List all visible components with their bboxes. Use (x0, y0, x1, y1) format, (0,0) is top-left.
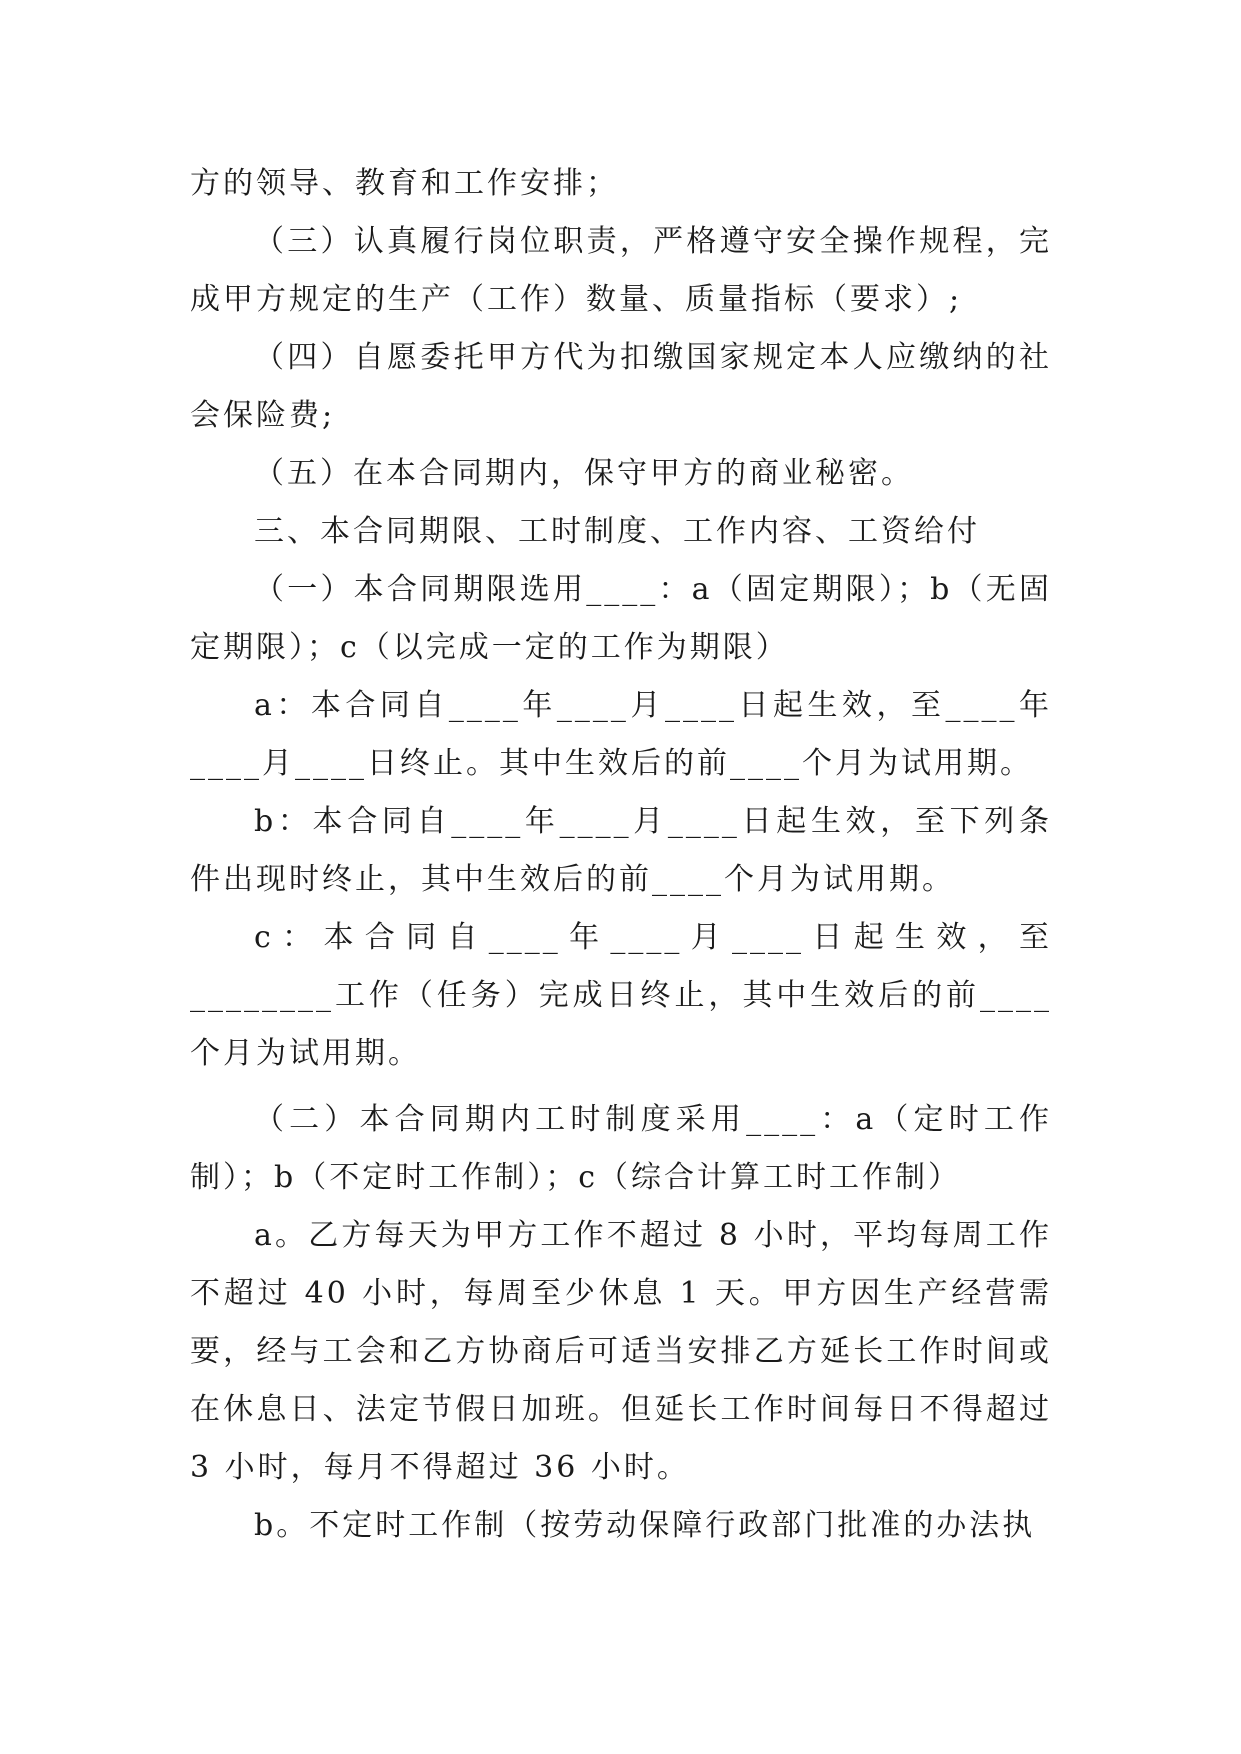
paragraph-term-a: a：本合同自____年____月____日起生效，至____年____月____日终止。其中生效后的前____个月为试用期。 (190, 688, 1052, 781)
paragraph-duty-2-continued: 方的领导、教育和工作安排； (190, 166, 619, 201)
paragraph-hours-selection: （二）本合同期内工时制度采用____：a（定时工作制）；b（不定时工作制）；c（综合计算工时工作制） (190, 1102, 1052, 1195)
contract-body (190, 155, 1065, 1555)
paragraph-duty-4: （四）自愿委托甲方代为扣缴国家规定本人应缴纳的社会保险费; (190, 340, 1052, 433)
paragraph-term-c: c：本合同自____年____月____日起生效，至________工作（任务）完成日终止，其中生效后的前____个月为试用期。 (190, 920, 1052, 1071)
paragraph-term-b: b：本合同自____年____月____日起生效，至下列条件出现时终止，其中生效后的前____个月为试用期。 (190, 804, 1052, 897)
section-heading-3: 三、本合同期限、工时制度、工作内容、工资给付 (254, 514, 980, 549)
paragraph-duty-3: （三）认真履行岗位职责，严格遵守安全操作规程，完成甲方规定的生产（工作）数量、质量指标（要求）; (190, 224, 1052, 317)
paragraph-hours-b: b。不定时工作制（按劳动保障行政部门批准的办法执 (254, 1508, 1036, 1543)
paragraph-hours-a: a。乙方每天为甲方工作不超过 8 小时，平均每周工作不超过 40 小时，每周至少休息 1 天。甲方因生产经营需要，经与工会和乙方协商后可适当安排乙方延长工作时间或在休息日、法定节假日加班。但延长工作时间每日不得超过 3 小时，每月不得超过 36 小时。 (190, 1218, 1065, 1485)
paragraph-term-selection: （一）本合同期限选用____：a（固定期限）；b（无固定期限）；c（以完成一定的工作为期限） (190, 572, 1052, 665)
paragraph-duty-5: （五）在本合同期内，保守甲方的商业秘密。 (254, 456, 914, 491)
